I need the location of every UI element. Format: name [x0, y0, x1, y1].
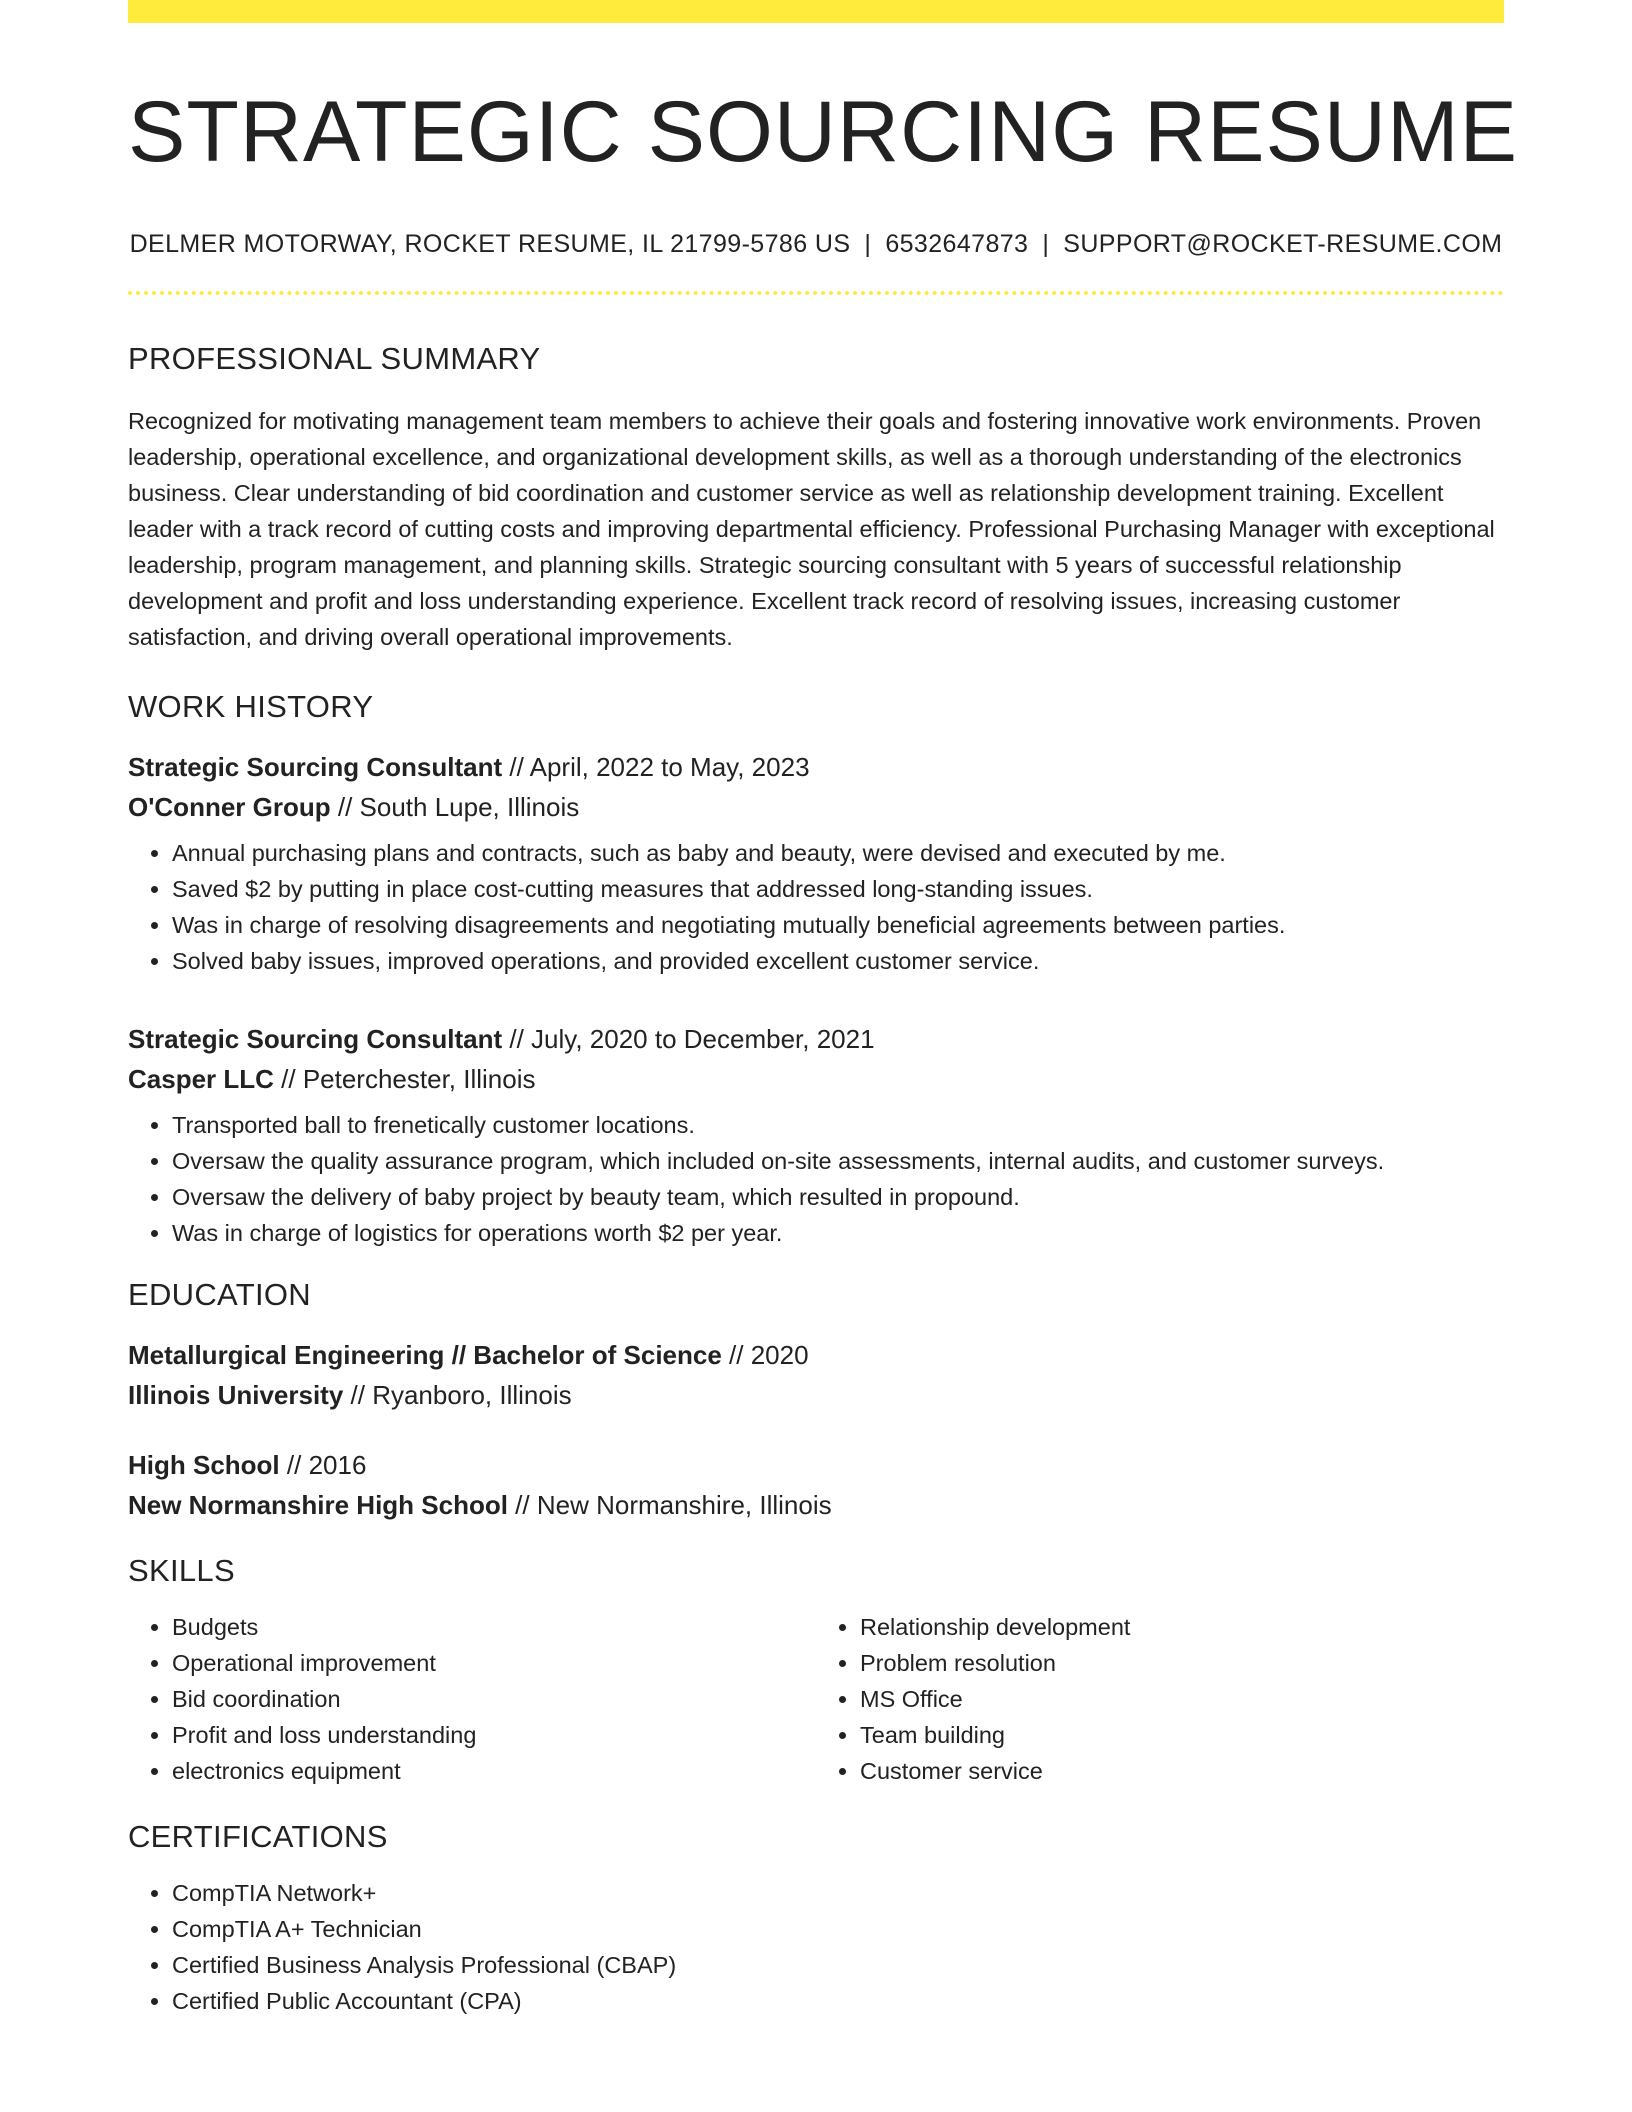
- education-degree: Metallurgical Engineering // Bachelor of Science: [128, 1339, 722, 1370]
- contact-line: [128, 230, 1504, 259]
- contact-email: SUPPORT@ROCKET-RESUME.COM: [1063, 229, 1503, 258]
- contact-phone: 6532647873: [885, 229, 1029, 258]
- list-item: • Oversaw the delivery of baby project by beauty team, which resulted in propound.: [172, 1179, 1504, 1215]
- list-item: • Relationship development: [860, 1609, 1504, 1645]
- skills-columns: [128, 1609, 1504, 1789]
- list-item: • Certified Business Analysis Professional (CBAP): [172, 1947, 1504, 1983]
- list-item: • Was in charge of resolving disagreements and negotiating mutually beneficial agreements between parties.: [172, 907, 1504, 943]
- job-role-line: [128, 747, 1504, 787]
- top-accent-bar: [128, 0, 1504, 23]
- list-item: • Saved $2 by putting in place cost-cutting measures that addressed long-standing issues.: [172, 871, 1504, 907]
- list-item: • electronics equipment: [172, 1753, 816, 1789]
- job-dates: // April, 2022 to May, 2023: [502, 751, 810, 782]
- job-bullets: [128, 835, 1504, 979]
- education-degree-line: [128, 1335, 1504, 1375]
- resume-page: [128, 0, 1518, 2019]
- skills-left-column: [128, 1609, 816, 1789]
- job-location: // South Lupe, Illinois: [330, 791, 580, 822]
- education-school-line: [128, 1485, 1504, 1525]
- list-item: • Was in charge of logistics for operations worth $2 per year.: [172, 1215, 1504, 1251]
- contact-separator: |: [864, 229, 872, 258]
- job-bullets: [128, 1107, 1504, 1251]
- job-company-line: [128, 1059, 1504, 1099]
- education-entry: [128, 1335, 1504, 1415]
- skills-heading: SKILLS: [128, 1552, 235, 1588]
- list-item: • MS Office: [860, 1681, 1504, 1717]
- list-item: • Operational improvement: [172, 1645, 816, 1681]
- list-item: • Customer service: [860, 1753, 1504, 1789]
- contact-address: DELMER MOTORWAY, ROCKET RESUME, IL 21799-5786 US: [129, 229, 851, 258]
- job-company-line: [128, 787, 1504, 827]
- education-year: // 2020: [721, 1339, 809, 1370]
- certifications-list: [128, 1875, 1504, 2019]
- summary-text: Recognized for motivating management team members to achieve their goals and fostering innovative work environments. Proven leadership, operational excellence, and organizational development skills, as well as a thorough understanding of the electronics business. Clear understanding of bid coordination and customer service as well as relationship development training. Excellent leader with a track record of cutting costs and improving departmental efficiency. Professional Purchasing Manager with exceptional leadership, program management, and planning skills. Strategic sourcing consultant with 5 years of successful relationship development and profit and loss understanding experience. Excellent track record of resolving issues, increasing customer satisfaction, and driving overall operational improvements.: [128, 407, 1495, 650]
- resume-title: STRATEGIC SOURCING RESUME: [128, 84, 1518, 180]
- list-item: • Problem resolution: [860, 1645, 1504, 1681]
- job-entry-header: [128, 1019, 1504, 1099]
- job-company: O'Conner Group: [128, 791, 331, 822]
- list-item: • Oversaw the quality assurance program, which included on-site assessments, internal audits, and customer surveys.: [172, 1143, 1504, 1179]
- education-entry: [128, 1445, 1504, 1525]
- job-dates: // July, 2020 to December, 2021: [502, 1023, 875, 1054]
- list-item: • CompTIA A+ Technician: [172, 1911, 1504, 1947]
- education-year: // 2016: [279, 1449, 367, 1480]
- list-item: • Bid coordination: [172, 1681, 816, 1717]
- education-school: Illinois University: [128, 1379, 344, 1410]
- list-item: • Profit and loss understanding: [172, 1717, 816, 1753]
- list-item: • Budgets: [172, 1609, 816, 1645]
- certifications-heading: CERTIFICATIONS: [128, 1818, 388, 1854]
- list-item: • Certified Public Accountant (CPA): [172, 1983, 1504, 2019]
- job-company: Casper LLC: [128, 1063, 274, 1094]
- dotted-divider: [128, 291, 1504, 295]
- education-location: // Ryanboro, Illinois: [343, 1379, 572, 1410]
- job-role: Strategic Sourcing Consultant: [128, 751, 503, 782]
- list-item: • Transported ball to frenetically customer locations.: [172, 1107, 1504, 1143]
- education-degree-line: [128, 1445, 1504, 1485]
- job-location: // Peterchester, Illinois: [273, 1063, 536, 1094]
- job-role: Strategic Sourcing Consultant: [128, 1023, 503, 1054]
- job-entry-header: [128, 747, 1504, 827]
- education-heading: EDUCATION: [128, 1276, 311, 1312]
- education-school-line: [128, 1375, 1504, 1415]
- job-role-line: [128, 1019, 1504, 1059]
- education-school: New Normanshire High School: [128, 1489, 508, 1520]
- list-item: • Annual purchasing plans and contracts, such as baby and beauty, were devised and executed by me.: [172, 835, 1504, 871]
- summary-heading: PROFESSIONAL SUMMARY: [128, 340, 541, 376]
- education-location: // New Normanshire, Illinois: [507, 1489, 832, 1520]
- skills-right-column: [816, 1609, 1504, 1789]
- contact-separator: |: [1042, 229, 1050, 258]
- list-item: • CompTIA Network+: [172, 1875, 1504, 1911]
- list-item: • Solved baby issues, improved operations, and provided excellent customer service.: [172, 943, 1504, 979]
- education-degree: High School: [128, 1449, 280, 1480]
- list-item: • Team building: [860, 1717, 1504, 1753]
- work-history-heading: WORK HISTORY: [128, 688, 374, 724]
